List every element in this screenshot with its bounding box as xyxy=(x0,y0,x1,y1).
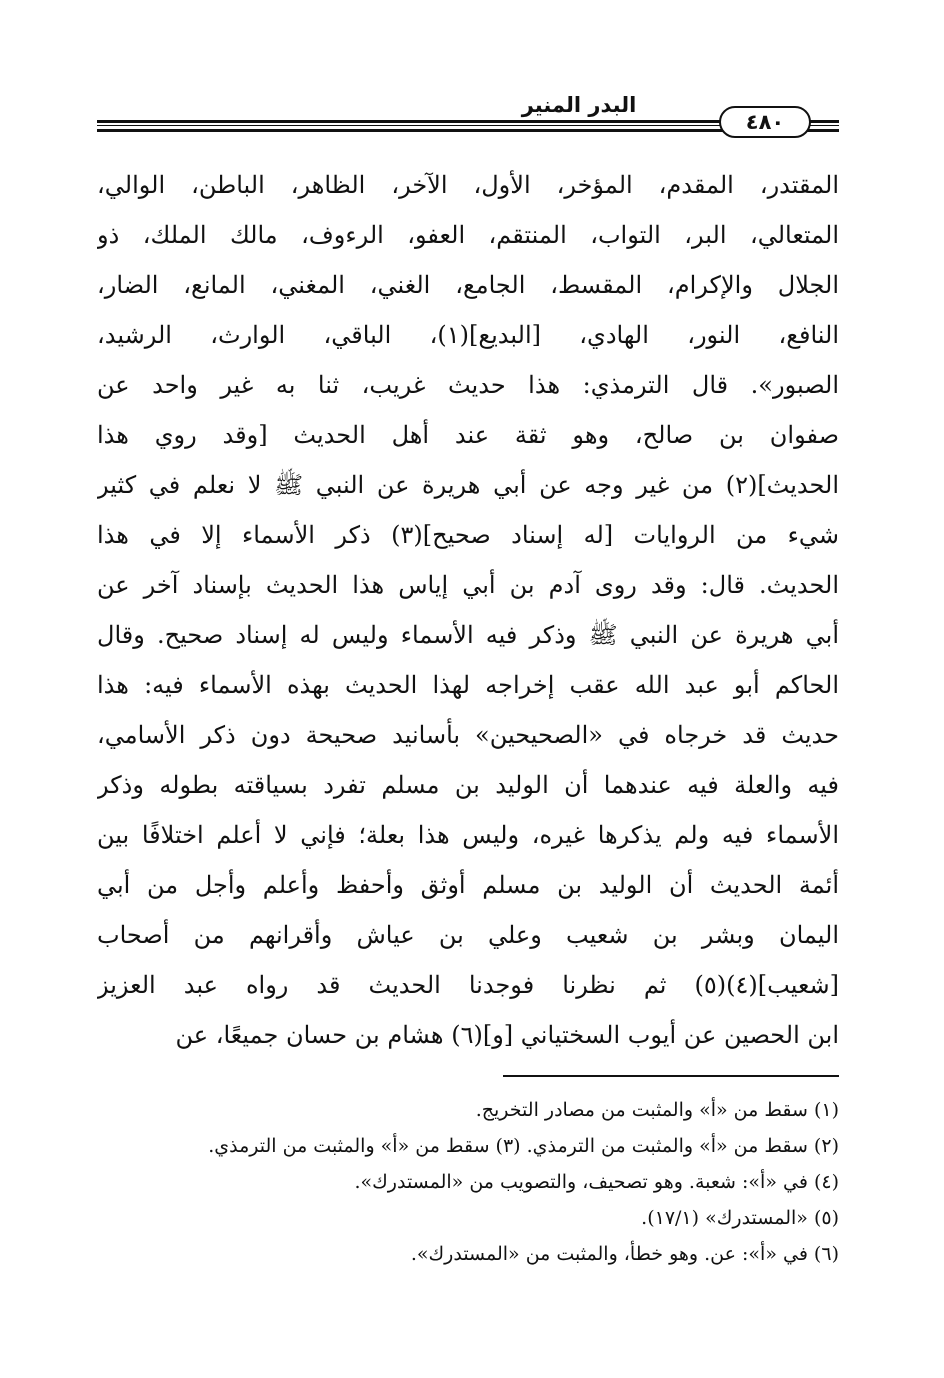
text-line: الجلال والإكرام، المقسط، الجامع، الغني، المغني، المانع، الضار، xyxy=(97,271,839,299)
text-line: أبي هريرة عن النبي ﷺ وذكر فيه الأسماء وليس له إسناد صحيح. وقال xyxy=(97,621,839,649)
page-number: ٤٨٠ xyxy=(719,106,811,138)
text-line: أئمة الحديث أن الوليد بن مسلم أوثق وأحفظ وأعلم وأجل من أبي xyxy=(97,871,839,899)
text-line: الأسماء فيه ولم يذكرها غيره، وليس هذا بعلة؛ فإني لا أعلم اختلافًا بين xyxy=(97,821,839,849)
text-line: المتعالي، البر، التواب، المنتقم، العفو، الرءوف، مالك الملك، ذو xyxy=(97,221,839,249)
text-line: [شعيب](٤)(٥) ثم نظرنا فوجدنا الحديث قد رواه عبد العزيز xyxy=(97,971,839,999)
running-title: البدر المنير xyxy=(521,93,637,117)
text-line: الحديث. قال: وقد روى آدم بن أبي إياس هذا الحديث بإسناد آخر عن xyxy=(97,571,839,599)
text-line: صفوان بن صالح، وهو ثقة عند أهل الحديث [وقد روي هذا xyxy=(97,421,839,449)
footnote-separator xyxy=(503,1075,839,1077)
main-text xyxy=(97,160,839,1060)
footnote-2-3: (٢) سقط من «أ» والمثبت من الترمذي. (٣) سقط من «أ» والمثبت من الترمذي. xyxy=(208,1135,839,1157)
text-line: فيه والعلة فيه عندهما أن الوليد بن مسلم تفرد بسياقته بطوله وذكر xyxy=(97,771,839,799)
page-header xyxy=(97,92,839,142)
footnote-6: (٦) في «أ»: عن. وهو خطأ، والمثبت من «المستدرك». xyxy=(410,1243,839,1265)
text-line: الحديث](٢) من غير وجه عن أبي هريرة عن النبي ﷺ لا نعلم في كثير xyxy=(97,471,839,499)
footnote-5: (٥) «المستدرك» (١٧/١). xyxy=(641,1207,839,1229)
footnote-1: (١) سقط من «أ» والمثبت من مصادر التخريج. xyxy=(475,1099,839,1121)
text-line: ابن الحصين عن أيوب السختياني [و](٦) هشام بن حسان جميعًا، عن xyxy=(175,1021,839,1049)
text-line: شيء من الروايات [له إسناد صحيح](٣) ذكر الأسماء إلا في هذا xyxy=(97,521,839,549)
text-line: الحاكم أبو عبد الله عقب إخراجه لهذا الحديث بهذه الأسماء فيه: هذا xyxy=(97,671,839,699)
text-line: حديث قد خرجاه في «الصحيحين» بأسانيد صحيحة دون ذكر الأسامي، xyxy=(97,721,839,749)
footnotes xyxy=(97,1092,839,1272)
footnote-4: (٤) في «أ»: شعبة. وهو تصحيف، والتصويب من «المستدرك». xyxy=(354,1171,839,1193)
text-line: اليمان وبشر بن شعيب وعلي بن عياش وأقرانهم من أصحاب xyxy=(97,921,839,949)
text-line: النافع، النور، الهادي، [البديع](١)، الباقي، الوارث، الرشيد، xyxy=(97,321,839,349)
text-line: المقتدر، المقدم، المؤخر، الأول، الآخر، الظاهر، الباطن، الوالي، xyxy=(97,171,839,199)
text-line: الصبور». قال الترمذي: هذا حديث غريب، ثنا به غير واحد عن xyxy=(97,371,839,399)
